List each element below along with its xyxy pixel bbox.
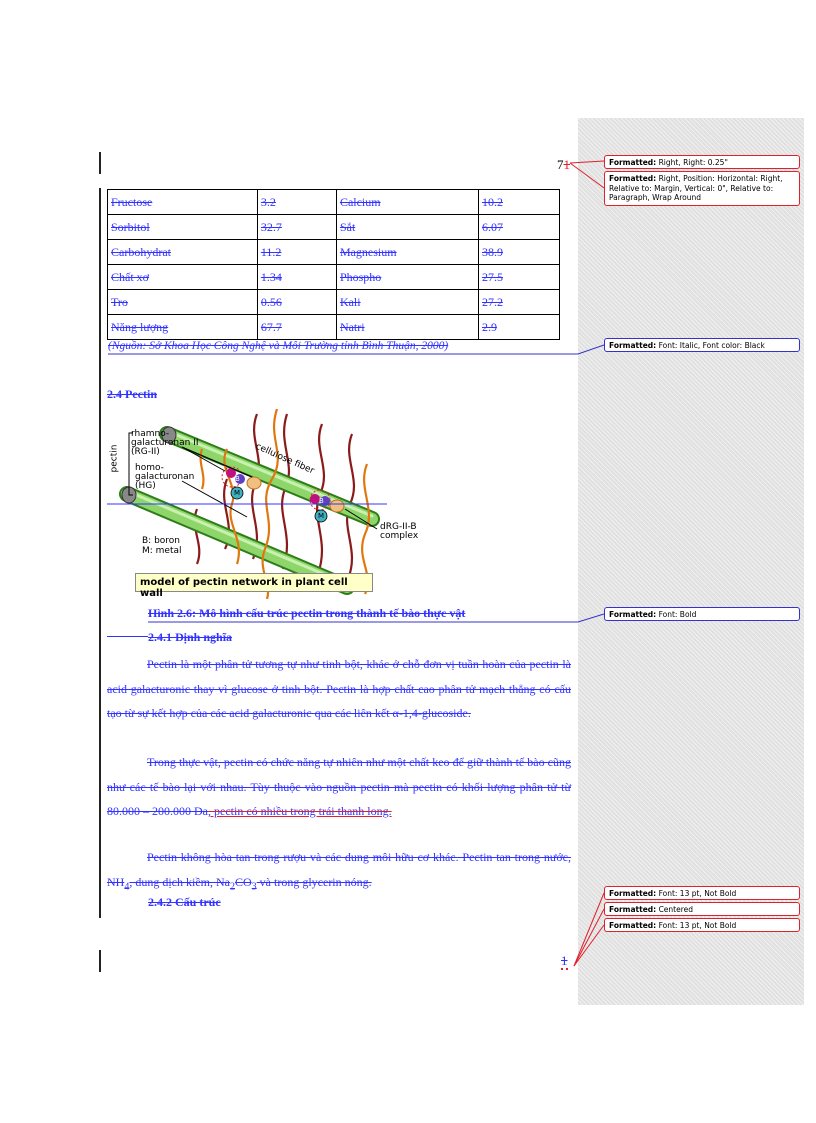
solubility-text-3: CO — [235, 874, 252, 889]
table-cell: Natri — [336, 315, 478, 340]
subscript-na2: 2 — [230, 880, 235, 892]
label-boron: B: boron — [142, 536, 180, 546]
label-pectin: pectin — [109, 444, 120, 473]
table-cell: Fructose — [108, 190, 258, 215]
balloon-text: Right, Right: 0.25" — [658, 158, 728, 167]
table-cell: 3.2 — [257, 190, 336, 215]
balloon-format-4[interactable] — [604, 607, 800, 621]
table-cell: Carbohydrat — [108, 240, 258, 265]
table-cell: Tro — [108, 290, 258, 315]
subheading-structure: 2.4.2 Cấu trúc — [148, 895, 221, 909]
nutrient-table — [107, 189, 560, 340]
balloon-format-3[interactable] — [604, 338, 800, 352]
balloon-label: Formatted: — [609, 158, 657, 167]
table-row — [108, 265, 560, 290]
solubility-text-2: , dung dịch kiềm, Na — [129, 874, 230, 889]
table-cell: 2.9 — [478, 315, 559, 340]
table-cell: 27.5 — [478, 265, 559, 290]
subheading-definition-text: 2.4.1 Định nghĩa — [148, 630, 233, 644]
indent-strike — [107, 636, 148, 637]
table-cell: 67.7 — [257, 315, 336, 340]
label-b-marker: B — [235, 475, 240, 483]
balloon-text: Font: Italic, Font color: Black — [658, 341, 765, 350]
table-row — [108, 190, 560, 215]
label-hg: homo- galacturonan (HG) — [135, 463, 195, 491]
balloon-format-1[interactable] — [604, 155, 800, 169]
paragraph-function-inserted: , pectin có nhiều trong trái thanh long. — [208, 804, 392, 818]
balloon-label: Formatted: — [609, 921, 657, 930]
balloon-label: Formatted: — [609, 905, 657, 914]
table-cell: 32.7 — [257, 215, 336, 240]
connector-7 — [574, 925, 604, 966]
table-cell: 0.56 — [257, 290, 336, 315]
paragraph-function — [107, 750, 571, 824]
table-row — [108, 315, 560, 340]
balloon-label: Formatted: — [609, 174, 657, 183]
label-m-marker-2: M — [318, 512, 325, 520]
paragraph-solubility — [107, 845, 571, 899]
table-row — [108, 215, 560, 240]
solubility-text-4: và trong glycerin nóng. — [256, 874, 372, 889]
table-cell: 10.2 — [478, 190, 559, 215]
label-metal: M: metal — [142, 546, 182, 556]
balloon-text: Centered — [658, 905, 694, 914]
solubility-text-1: Pectin không hòa tan trong rượu và các dung môi hữu cơ khác. Pectin tan trong nước, NH — [107, 850, 571, 889]
table-row — [108, 240, 560, 265]
balloon-label: Formatted: — [609, 889, 657, 898]
figure-caption-box: model of pectin network in plant cell wall — [135, 573, 373, 592]
footer-mark-text: 1 — [561, 953, 568, 968]
page-number — [557, 157, 570, 173]
subheading-definition — [107, 629, 247, 645]
table-cell: 6.07 — [478, 215, 559, 240]
table-cell: Phospho — [336, 265, 478, 290]
balloon-text: Font: 13 pt, Not Bold — [658, 921, 737, 930]
footer-mark — [561, 953, 568, 969]
label-b-marker-2: B — [319, 497, 324, 505]
connector-6 — [574, 909, 604, 966]
label-drg-complex: dRG-II-B complex — [380, 522, 419, 541]
table-cell: 1.34 — [257, 265, 336, 290]
table-cell: Chất xơ — [108, 265, 258, 290]
subscript-co3: 3 — [251, 880, 257, 892]
balloon-format-7[interactable] — [604, 918, 800, 932]
connector-5 — [574, 893, 604, 966]
balloon-format-2[interactable] — [604, 171, 800, 206]
table-cell: Năng lượng — [108, 315, 258, 340]
table-cell: 27.2 — [478, 290, 559, 315]
connector-1 — [570, 161, 604, 163]
balloon-label: Formatted: — [609, 610, 657, 619]
section-heading: 2.4 Pectin — [107, 387, 157, 401]
table-cell: 38.9 — [478, 240, 559, 265]
label-m-marker: M — [234, 489, 241, 497]
balloon-text: Font: Bold — [658, 610, 697, 619]
page-number-value: 7 — [557, 157, 564, 172]
label-rg2: rhamno- galacturonan II (RG-II) — [131, 429, 199, 457]
balloon-text: Font: 13 pt, Not Bold — [658, 889, 737, 898]
connector-2 — [570, 163, 604, 188]
table-row — [108, 290, 560, 315]
label-cellulose-fiber: cellulose fiber — [253, 441, 316, 477]
balloon-format-6[interactable] — [604, 902, 800, 916]
table-cell: Magnesium — [336, 240, 478, 265]
balloon-label: Formatted: — [609, 341, 657, 350]
balloon-format-5[interactable] — [604, 886, 800, 900]
balloon-text: Right, Position: Horizontal: Right, Relative to: Margin, Vertical: 0", Relative to: Paragraph, Wrap Around — [609, 174, 783, 202]
figure-caption: Hình 2.6: Mô hình cấu trúc pectin trong thành tế bào thực vật — [148, 606, 466, 620]
table-cell: Sắt — [336, 215, 478, 240]
table-cell: Calcium — [336, 190, 478, 215]
table-cell: Sorbitol — [108, 215, 258, 240]
paragraph-function-text: Trong thực vật, pectin có chức năng tự nhiên như một chất keo để giữ thành tế bào cũng như các tế bào lại với nhau. Tùy thuộc vào nguồn pectin mà pectin có khối lượng phân tử từ 80.000 – 200.000 Da — [107, 755, 571, 818]
table-source-note: (Nguồn: Sở Khoa Học Công Nghệ và Môi Trường tỉnh Bình Thuận, 2000) — [108, 340, 449, 352]
page-number-deleted-mark: 1 — [563, 157, 570, 172]
subscript-nh4: 4 — [124, 880, 130, 892]
table-cell: 11.2 — [257, 240, 336, 265]
table-cell: Kali — [336, 290, 478, 315]
paragraph-definition: Pectin là một phân tử tương tự như tinh bột, khác ở chỗ đơn vị tuần hoàn của pectin là acid galacturonic thay vì glucose ở tinh bột. Pectin là hợp chất cao phân tử mạch thẳng có cấu tạo từ sự kết hợp của các acid galacturonic qua các liên kết α-1,4-glucoside. — [107, 657, 571, 720]
